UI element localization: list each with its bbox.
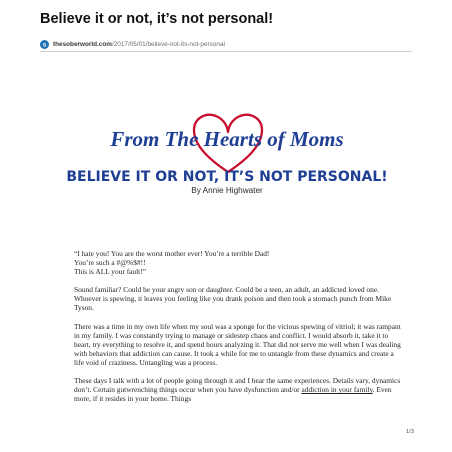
banner-graphic [60, 110, 395, 220]
paragraph-3-text: These days I talk with a lot of people going through it and I hear the same experiences. Details vary, dynamics don’t. Certain gutwrenching things occur when you have dysfunction and/or [74, 376, 401, 395]
page-title: Believe it or not, it’s not personal! [40, 11, 274, 27]
paragraph-2: There was a time in my own life when my soul was a sponge for the vicious spewing of vitriol; it was rampant in my family. I was constantly trying to manage or sidestep chaos and conflict. I would absorb it, take it to heart, try everything to resolve it, and spend hours analyzing it. That did not serve me well when I was dealing with behaviors that addiction can cause. It took a while for me to untangle from these dynamics and create a life void of craziness. Untangling was a process. [74, 321, 401, 367]
quote-line: “I hate you! You are the worst mother ever! You’re a terrible Dad! [74, 249, 270, 258]
addiction-in-family-link[interactable]: addiction in your family [301, 385, 373, 395]
paragraph-3 [74, 376, 404, 403]
banner-byline-text: By Annie Highwater [191, 186, 263, 195]
page-number: 1/3 [405, 429, 414, 435]
article-body [74, 249, 404, 403]
source-line [40, 38, 412, 50]
banner-brand-text: From The Hearts of Moms [110, 127, 344, 151]
site-logo-icon [40, 40, 49, 49]
quote-line: You’re such a #@%$#!! [74, 258, 146, 268]
quote-line: This is ALL your fault!” [74, 267, 146, 277]
paragraph-1: Sound familiar? Could be your angry son or daughter. Could be a teen, an adult, an addicted loved one. Whoever is spewing, it leaves you feeling like you drank poison and then took a stomach punch from Mike Tyson. [74, 285, 392, 313]
banner-headline-text: BELIEVE IT OR NOT, IT’S NOT PERSONAL! [66, 169, 388, 185]
source-domain: thesoberworld.com [53, 40, 112, 48]
paragraph-3-text-end: . Even more, if it resides in your home. Things [74, 385, 392, 404]
source-path: /2017/05/01/believe-not-its-not-personal [111, 40, 225, 48]
opening-quote [74, 249, 404, 276]
svg-text:s: s [42, 41, 47, 49]
source-divider [40, 51, 412, 52]
article-banner [60, 110, 395, 220]
